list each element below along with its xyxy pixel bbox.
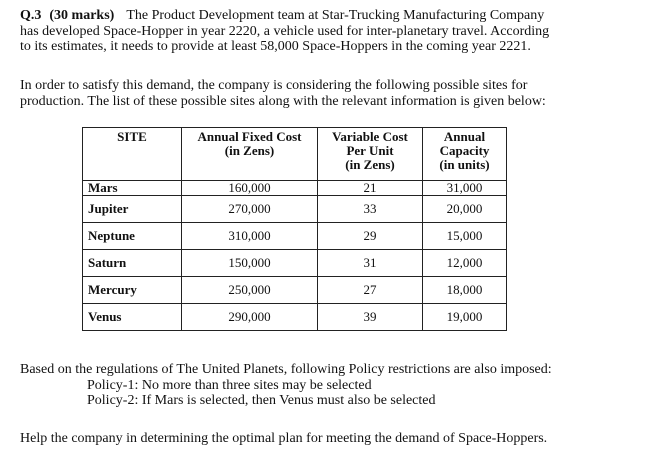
closing-paragraph xyxy=(20,431,547,447)
policy-1: Policy-1: No more than three sites may be selected xyxy=(87,377,372,393)
sites-table xyxy=(82,127,507,331)
question-number: Q.3 xyxy=(20,8,42,23)
regulations-paragraph xyxy=(20,362,552,409)
context-line: production. The list of these possible sites along with the relevant information is given below: xyxy=(20,93,546,109)
question-marks: (30 marks) xyxy=(49,8,115,23)
fixed-cost-cell: 250,000 xyxy=(182,277,318,304)
table-row xyxy=(83,196,507,223)
table-row xyxy=(83,277,507,304)
header-capacity: Annual Capacity (in units) xyxy=(423,128,507,181)
site-name: Mercury xyxy=(83,277,182,304)
table-row xyxy=(83,181,507,196)
fixed-cost-cell: 150,000 xyxy=(182,250,318,277)
fixed-cost-cell: 310,000 xyxy=(182,223,318,250)
capacity-cell: 31,000 xyxy=(423,181,507,196)
fixed-cost-cell: 290,000 xyxy=(182,304,318,331)
question-paragraph xyxy=(20,8,549,55)
question-first-line xyxy=(20,8,549,24)
regulations-intro: Based on the regulations of The United Planets, following Policy restrictions are also imposed: xyxy=(20,362,552,377)
table-row xyxy=(83,304,507,331)
variable-cost-cell: 29 xyxy=(318,223,423,250)
table-header-row xyxy=(83,128,507,181)
capacity-cell: 19,000 xyxy=(423,304,507,331)
site-name: Mars xyxy=(83,181,182,196)
capacity-cell: 20,000 xyxy=(423,196,507,223)
variable-cost-cell: 31 xyxy=(318,250,423,277)
fixed-cost-cell: 160,000 xyxy=(182,181,318,196)
context-line: In order to satisfy this demand, the company is considering the following possible sites for xyxy=(20,78,528,93)
question-intro-line: to its estimates, it needs to provide at least 58,000 Space-Hoppers in the coming year 2221. xyxy=(20,39,531,54)
site-name: Venus xyxy=(83,304,182,331)
header-site: SITE xyxy=(83,128,182,181)
fixed-cost-cell: 270,000 xyxy=(182,196,318,223)
table-row xyxy=(83,223,507,250)
policy-2: Policy-2: If Mars is selected, then Venus must also be selected xyxy=(87,393,436,408)
variable-cost-cell: 39 xyxy=(318,304,423,331)
question-intro-line: The Product Development team at Star-Trucking Manufacturing Company xyxy=(126,8,545,23)
question-intro-line: has developed Space-Hopper in year 2220, a vehicle used for inter-planetary travel. According xyxy=(20,23,550,39)
variable-cost-cell: 33 xyxy=(318,196,423,223)
site-name: Neptune xyxy=(83,223,182,250)
variable-cost-cell: 27 xyxy=(318,277,423,304)
capacity-cell: 15,000 xyxy=(423,223,507,250)
header-variable-cost: Variable Cost Per Unit (in Zens) xyxy=(318,128,423,181)
capacity-cell: 18,000 xyxy=(423,277,507,304)
header-fixed-cost: Annual Fixed Cost (in Zens) xyxy=(182,128,318,181)
capacity-cell: 12,000 xyxy=(423,250,507,277)
variable-cost-cell: 21 xyxy=(318,181,423,196)
site-name: Jupiter xyxy=(83,196,182,223)
site-name: Saturn xyxy=(83,250,182,277)
table-row xyxy=(83,250,507,277)
closing-line: Help the company in determining the optimal plan for meeting the demand of Space-Hoppers. xyxy=(20,431,548,446)
context-paragraph xyxy=(20,78,546,109)
